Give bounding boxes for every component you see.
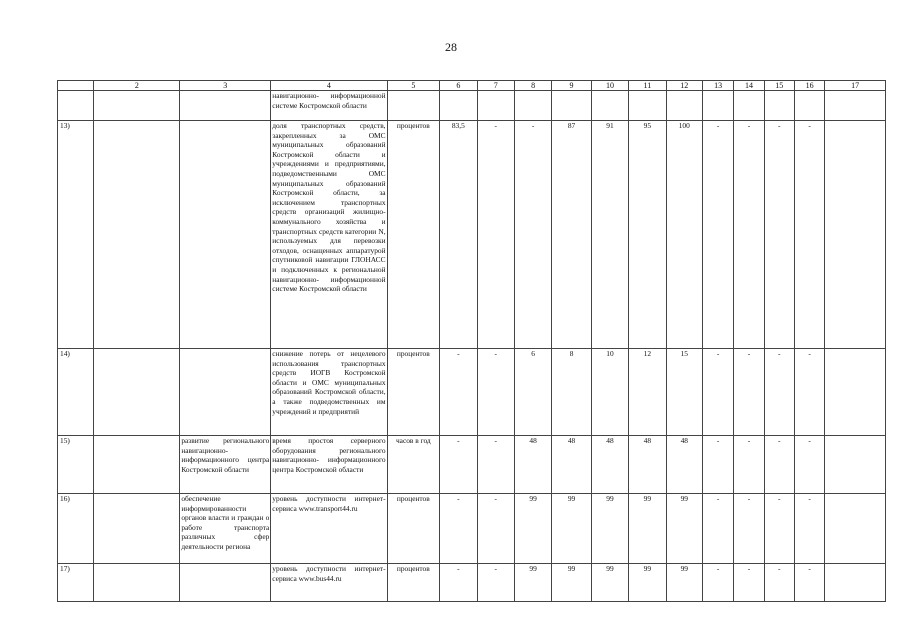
table-cell-col-4: уровень доступности интернет-сервиса www.transport44.ru (271, 494, 387, 564)
table-row (58, 564, 886, 602)
table-cell-col-7: - (477, 349, 514, 436)
table-cell-col-13: - (702, 494, 733, 564)
table-cell-col-1: 14) (58, 349, 94, 436)
table-cell-col-1: 16) (58, 494, 94, 564)
col-header-11: 11 (629, 81, 666, 91)
table-cell-col-11 (629, 91, 666, 121)
table-cell-col-14: - (734, 349, 764, 436)
table-cell-col-12: 99 (666, 564, 702, 602)
table-cell-col-6: - (440, 349, 477, 436)
table-cell-col-15: - (764, 494, 794, 564)
table-cell-col-6 (440, 91, 477, 121)
table-cell-col-1 (58, 91, 94, 121)
col-header-6: 6 (440, 81, 477, 91)
table-cell-col-4: время простоя серверного оборудования регионального навигационно- информационного центра Костромской области (271, 436, 387, 494)
col-header-12: 12 (666, 81, 702, 91)
col-header-4: 4 (271, 81, 387, 91)
table-cell-col-14: - (734, 436, 764, 494)
col-header-5: 5 (387, 81, 440, 91)
table-cell-col-1: 17) (58, 564, 94, 602)
table-cell-col-16: - (794, 349, 824, 436)
table-cell-col-14: - (734, 564, 764, 602)
table-cell-col-12: 100 (666, 121, 702, 349)
col-header-16: 16 (794, 81, 824, 91)
table-cell-col-7: - (477, 494, 514, 564)
table-row (58, 349, 886, 436)
table-cell-col-7: - (477, 564, 514, 602)
table-cell-col-2 (94, 436, 180, 494)
table-cell-col-16: - (794, 121, 824, 349)
table-cell-col-2 (94, 349, 180, 436)
table-cell-col-10: 48 (591, 436, 628, 494)
table-cell-col-2 (94, 121, 180, 349)
table-cell-col-3 (180, 121, 271, 349)
table-cell-col-5 (387, 91, 440, 121)
table-cell-col-10 (591, 91, 628, 121)
table-cell-col-1: 13) (58, 121, 94, 349)
table-cell-col-6: - (440, 436, 477, 494)
table-cell-col-3 (180, 349, 271, 436)
table-cell-col-4: доля транспортных средств, закрепленных за ОМС муниципальных образований Костромской области и учреждениями и предприятиями, подведомственными ОМС муниципальных образований Костромской области, за исключением транспортных средств организаций жилищно-коммунального хозяйства и транспортных средств категории N, используемых для перевозки отходов, оснащенных аппаратурой спутниковой навигации ГЛОНАСС и подключенных к региональной навигационно- информационной системе Костромской области (271, 121, 387, 349)
table-cell-col-3: развитие регионального навигационно- информационного центра Костромской области (180, 436, 271, 494)
table-cell-col-9: 99 (552, 564, 591, 602)
table-cell-col-16: - (794, 564, 824, 602)
table-cell-col-17 (825, 494, 886, 564)
table-cell-col-5: процентов (387, 494, 440, 564)
table-cell-col-17 (825, 436, 886, 494)
table-cell-col-3: обеспечение информированности органов власти и граждан о работе транспорта различных сфер деятельности региона (180, 494, 271, 564)
table-cell-col-5: процентов (387, 564, 440, 602)
col-header-13: 13 (702, 81, 733, 91)
table-cell-col-10: 99 (591, 564, 628, 602)
table-cell-col-1: 15) (58, 436, 94, 494)
table-row (58, 436, 886, 494)
table-cell-col-15: - (764, 564, 794, 602)
table-cell-col-14: - (734, 494, 764, 564)
table-cell-col-9: 99 (552, 494, 591, 564)
table-cell-col-11: 99 (629, 564, 666, 602)
table-cell-col-4: навигационно- информационной системе Костромской области (271, 91, 387, 121)
table-cell-col-8: 48 (514, 436, 551, 494)
col-header-10: 10 (591, 81, 628, 91)
table-cell-col-5: часов в год (387, 436, 440, 494)
data-table (57, 80, 886, 602)
table-cell-col-9: 8 (552, 349, 591, 436)
col-header-14: 14 (734, 81, 764, 91)
col-header-3: 3 (180, 81, 271, 91)
table-cell-col-3 (180, 564, 271, 602)
table-cell-col-9: 48 (552, 436, 591, 494)
table-cell-col-16: - (794, 436, 824, 494)
table-cell-col-4: уровень доступности интернет-сервиса www.bus44.ru (271, 564, 387, 602)
table-cell-col-13: - (702, 349, 733, 436)
table-cell-col-2 (94, 564, 180, 602)
table-cell-col-2 (94, 494, 180, 564)
table-cell-col-7: - (477, 121, 514, 349)
col-header-2: 2 (94, 81, 180, 91)
table-cell-col-8 (514, 91, 551, 121)
table-cell-col-13 (702, 91, 733, 121)
table-cell-col-8: - (514, 121, 551, 349)
table-cell-col-10: 10 (591, 349, 628, 436)
table-row (58, 121, 886, 349)
page-number: 28 (445, 40, 457, 54)
table-cell-col-12: 15 (666, 349, 702, 436)
table-row (58, 494, 886, 564)
table-cell-col-16 (794, 91, 824, 121)
table-cell-col-17 (825, 91, 886, 121)
table-cell-col-13: - (702, 121, 733, 349)
table-cell-col-9 (552, 91, 591, 121)
col-header-9: 9 (552, 81, 591, 91)
table-cell-col-10: 91 (591, 121, 628, 349)
table-cell-col-17 (825, 121, 886, 349)
col-header-1 (58, 81, 94, 91)
table-cell-col-15: - (764, 349, 794, 436)
table-cell-col-2 (94, 91, 180, 121)
table-cell-col-7 (477, 91, 514, 121)
table-cell-col-6: - (440, 494, 477, 564)
table-cell-col-8: 6 (514, 349, 551, 436)
table-cell-col-11: 95 (629, 121, 666, 349)
table-cell-col-8: 99 (514, 494, 551, 564)
table-cell-col-11: 99 (629, 494, 666, 564)
table-cell-col-13: - (702, 564, 733, 602)
table-cell-col-9: 87 (552, 121, 591, 349)
table-cell-col-14 (734, 91, 764, 121)
table-header-row (58, 81, 886, 91)
table-cell-col-5: процентов (387, 349, 440, 436)
table-cell-col-6: 83,5 (440, 121, 477, 349)
table-cell-col-11: 12 (629, 349, 666, 436)
table-cell-col-7: - (477, 436, 514, 494)
table-cell-col-14: - (734, 121, 764, 349)
table-cell-col-12 (666, 91, 702, 121)
table-cell-col-12: 48 (666, 436, 702, 494)
table-cell-col-12: 99 (666, 494, 702, 564)
table-cell-col-15: - (764, 121, 794, 349)
col-header-15: 15 (764, 81, 794, 91)
table-cell-col-6: - (440, 564, 477, 602)
table-cell-col-10: 99 (591, 494, 628, 564)
table-cell-col-15 (764, 91, 794, 121)
table-cell-col-3 (180, 91, 271, 121)
table-cell-col-17 (825, 564, 886, 602)
col-header-17: 17 (825, 81, 886, 91)
table-cell-col-15: - (764, 436, 794, 494)
table-cell-col-5: процентов (387, 121, 440, 349)
table-cell-col-11: 48 (629, 436, 666, 494)
col-header-8: 8 (514, 81, 551, 91)
table-cell-col-17 (825, 349, 886, 436)
table-cell-col-16: - (794, 494, 824, 564)
table-cell-col-8: 99 (514, 564, 551, 602)
table-cell-col-4: снижение потерь от нецелевого использования транспортных средств ИОГВ Костромской области и ОМС муниципальных образований Костромской области, а также подведомственных им учреждений и предприятий (271, 349, 387, 436)
table-row (58, 91, 886, 121)
col-header-7: 7 (477, 81, 514, 91)
table-cell-col-13: - (702, 436, 733, 494)
